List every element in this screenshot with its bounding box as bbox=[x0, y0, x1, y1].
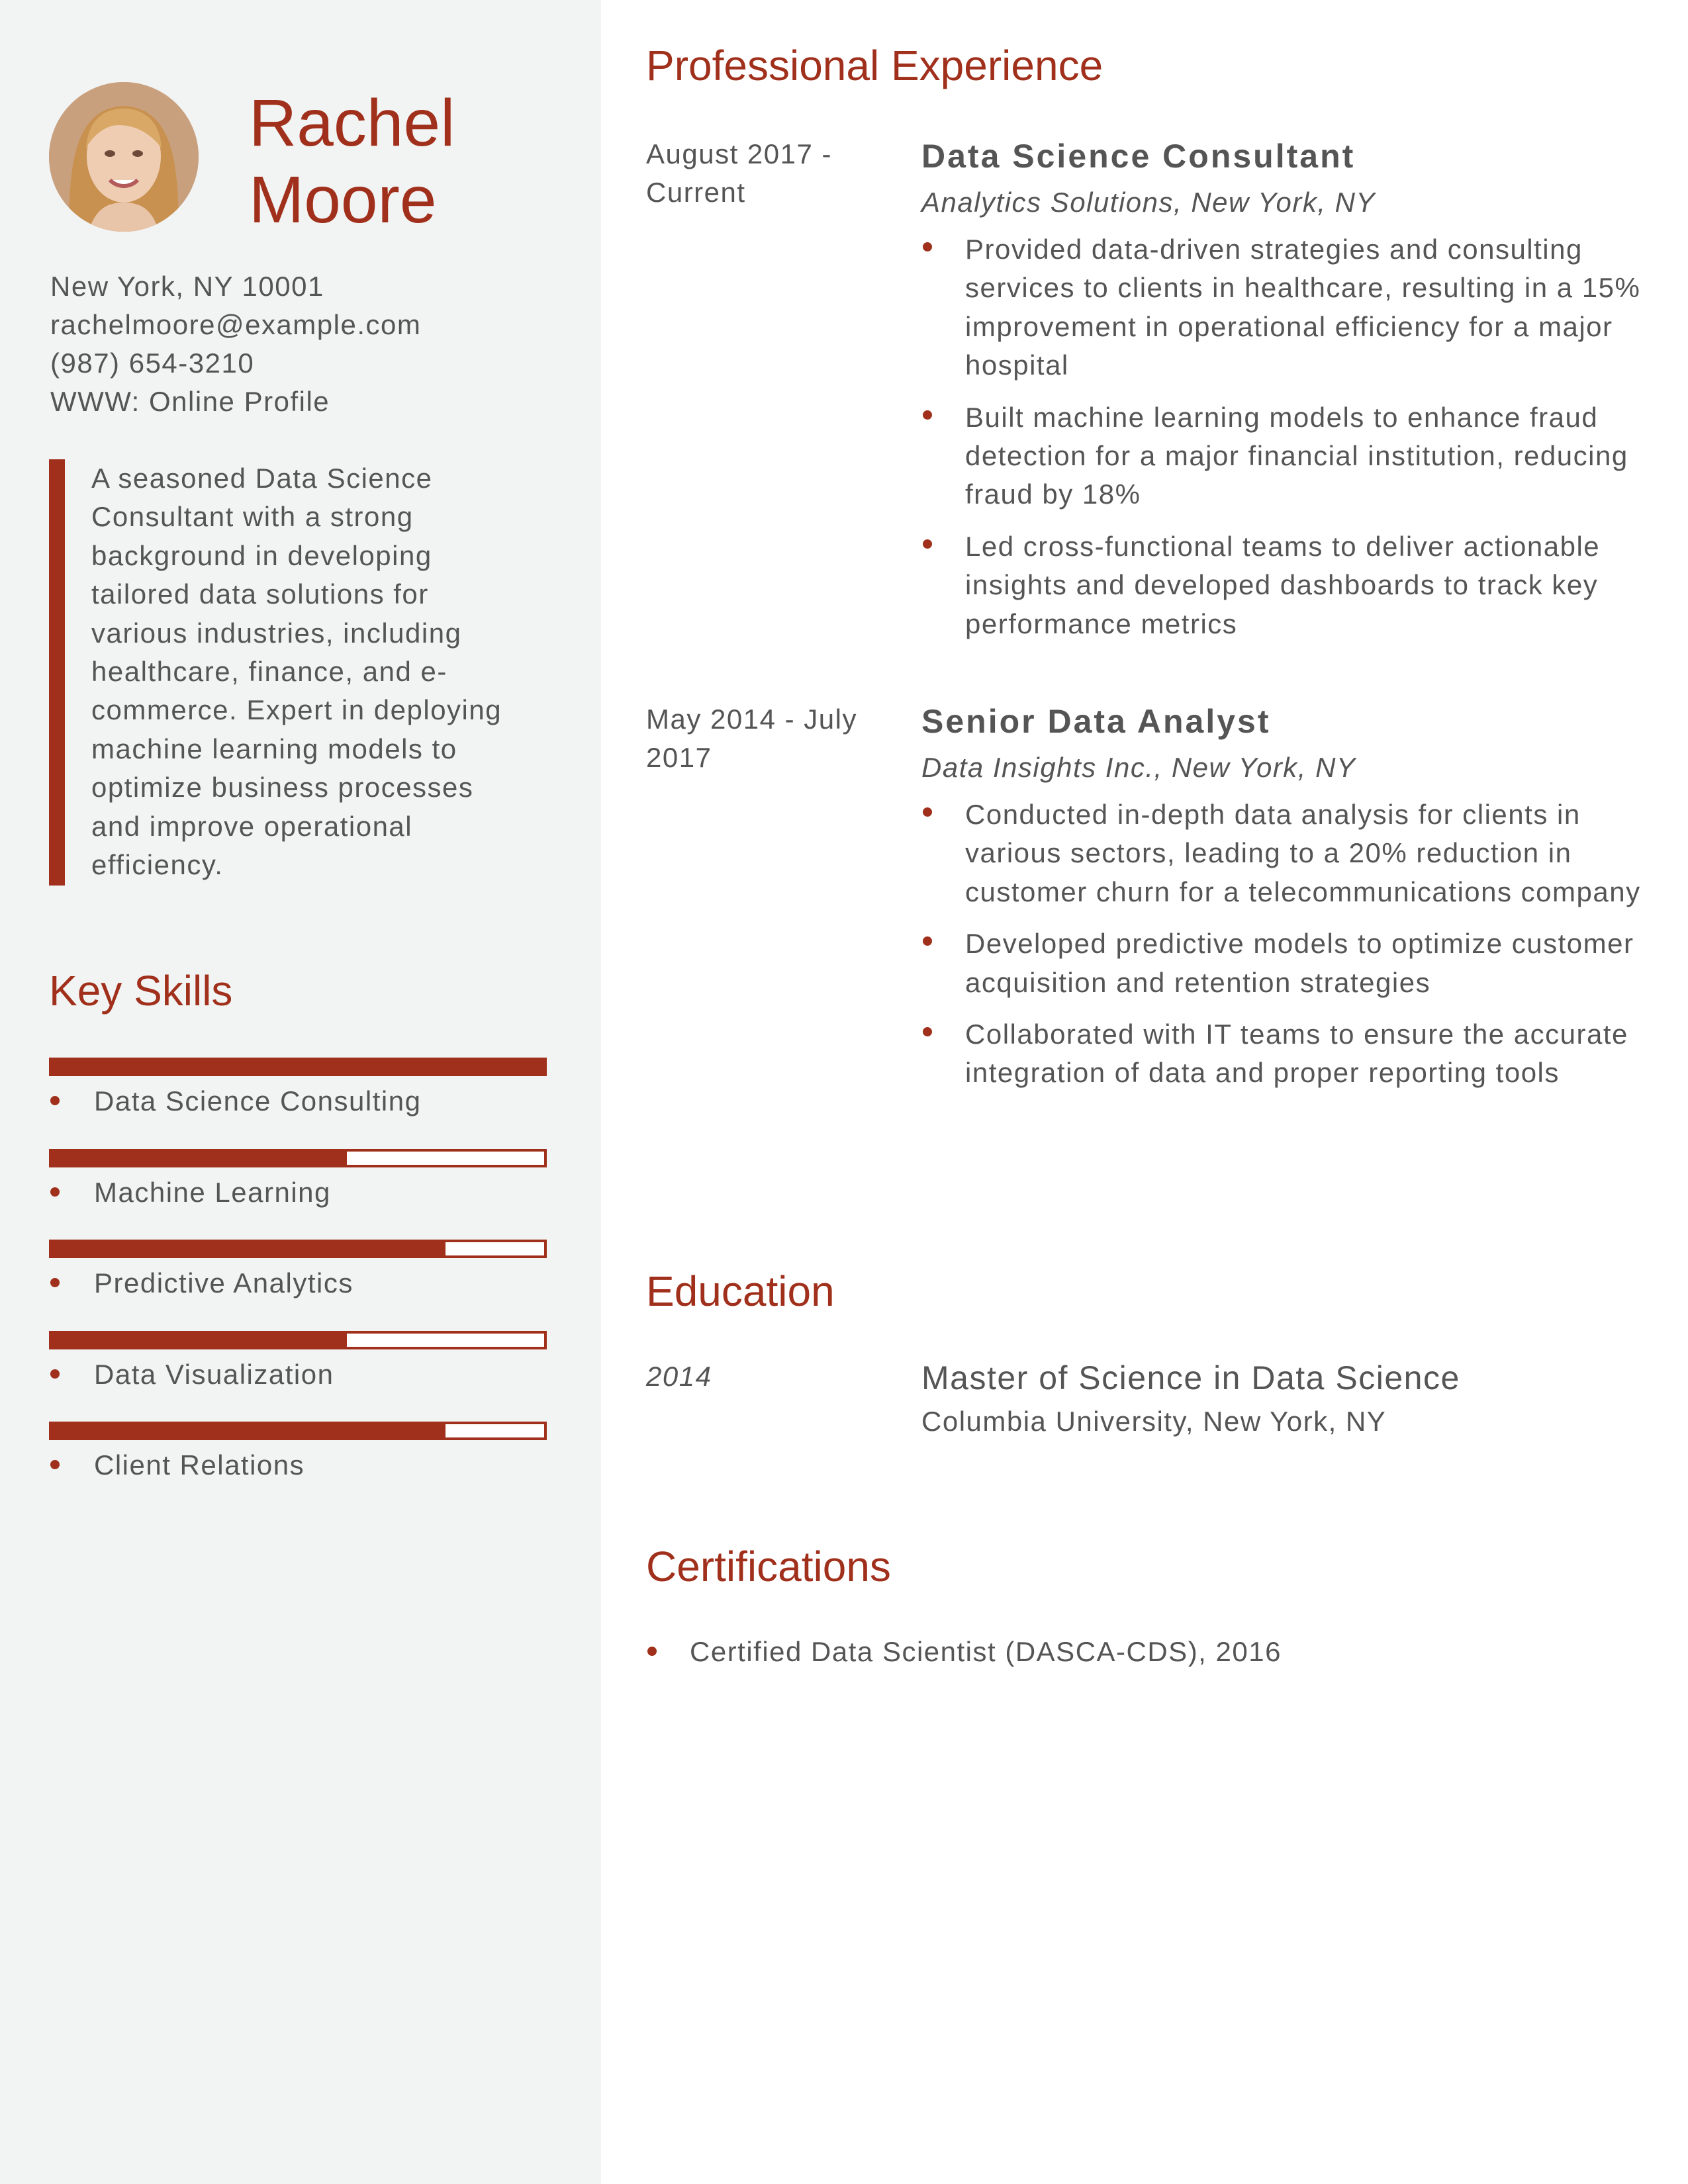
experience-heading: Professional Experience bbox=[646, 42, 1103, 89]
skills-heading: Key Skills bbox=[49, 967, 233, 1015]
skills-list bbox=[49, 1058, 547, 1513]
job-date-start: August 2017 - bbox=[646, 138, 833, 169]
certification-text: Certified Data Scientist (DASCA-CDS), 2016 bbox=[690, 1636, 1282, 1667]
skill-item bbox=[49, 1058, 547, 1149]
job-date bbox=[646, 700, 871, 777]
bullet-icon bbox=[50, 1460, 60, 1469]
list-item bbox=[921, 796, 1669, 911]
last-name: Moore bbox=[249, 163, 437, 237]
skill-label: Machine Learning bbox=[94, 1176, 331, 1208]
bullet-icon bbox=[923, 539, 932, 549]
profile-summary: A seasoned Data Science Consultant with a strong background in developing tailored data solutions for various industries, including healthcare, finance, and e-commerce. Expert in deploying machine learning models to optimize business processes and improve operational efficiency. bbox=[49, 459, 512, 886]
certifications-list bbox=[646, 1636, 1665, 1668]
skill-label: Client Relations bbox=[94, 1449, 305, 1480]
skill-level-fill bbox=[52, 1334, 347, 1347]
job-date-start: May 2014 - July bbox=[646, 704, 857, 735]
skill-item bbox=[49, 1240, 547, 1331]
skill-label: Predictive Analytics bbox=[94, 1267, 353, 1298]
skill-level-bar bbox=[49, 1149, 547, 1167]
bullet-icon bbox=[923, 242, 932, 251]
bullet-text: Provided data-driven strategies and consulting services to clients in healthcare, resulting in a 15% improvement in operational efficiency for a major hospital bbox=[965, 234, 1641, 381]
skill-level-bar bbox=[49, 1240, 547, 1258]
skill-label: Data Visualization bbox=[94, 1358, 334, 1390]
job-details bbox=[921, 700, 1669, 1106]
bullet-icon bbox=[647, 1647, 657, 1656]
skill-level-bar bbox=[49, 1422, 547, 1440]
job-company: Analytics Solutions, New York, NY bbox=[921, 187, 1376, 218]
bullet-text: Conducted in-depth data analysis for clients in various sectors, leading to a 20% reduction in customer churn for a telecommunications company bbox=[965, 799, 1641, 907]
contact-address: New York, NY 10001 bbox=[50, 271, 324, 302]
job-title: Senior Data Analyst bbox=[921, 703, 1271, 740]
skill-item bbox=[49, 1149, 547, 1240]
bullet-text: Collaborated with IT teams to ensure the accurate integration of data and proper reporting tools bbox=[965, 1019, 1628, 1089]
job-date bbox=[646, 135, 871, 212]
skill-level-fill bbox=[52, 1152, 347, 1165]
bullet-icon bbox=[923, 807, 932, 817]
job-company: Data Insights Inc., New York, NY bbox=[921, 752, 1356, 783]
education-year: 2014 bbox=[646, 1361, 712, 1392]
list-item bbox=[921, 230, 1669, 385]
skill-level-fill bbox=[52, 1242, 445, 1255]
sidebar bbox=[0, 0, 601, 2184]
contact-email[interactable]: rachelmoore@example.com bbox=[50, 309, 422, 340]
job-title: Data Science Consultant bbox=[921, 138, 1356, 175]
bullet-icon bbox=[50, 1096, 60, 1105]
bullet-icon bbox=[50, 1278, 60, 1287]
first-name: Rachel bbox=[249, 86, 455, 160]
job-bullets bbox=[921, 230, 1669, 643]
education-school: Columbia University, New York, NY bbox=[921, 1406, 1387, 1437]
contact-website[interactable]: WWW: Online Profile bbox=[50, 386, 330, 417]
job-details bbox=[921, 135, 1669, 657]
job-bullets bbox=[921, 796, 1669, 1093]
bullet-text: Built machine learning models to enhance fraud detection for a major financial institution, reducing fraud by 18% bbox=[965, 401, 1628, 510]
avatar bbox=[49, 82, 199, 232]
bullet-icon bbox=[923, 410, 932, 420]
bullet-icon bbox=[50, 1369, 60, 1379]
job-date-end: Current bbox=[646, 177, 746, 208]
list-item bbox=[646, 1636, 1665, 1668]
job-date-end: 2017 bbox=[646, 742, 712, 773]
bullet-text: Led cross-functional teams to deliver actionable insights and developed dashboards to track key performance metrics bbox=[965, 530, 1601, 639]
skill-item bbox=[49, 1422, 547, 1513]
skill-label: Data Science Consulting bbox=[94, 1085, 422, 1116]
skill-level-bar bbox=[49, 1058, 547, 1076]
education-details bbox=[921, 1361, 1669, 1440]
skill-level-fill bbox=[52, 1424, 445, 1437]
education-degree: Master of Science in Data Science bbox=[921, 1359, 1460, 1396]
list-item bbox=[921, 925, 1669, 1002]
bullet-icon bbox=[50, 1187, 60, 1197]
bullet-text: Developed predictive models to optimize customer acquisition and retention strategies bbox=[965, 928, 1634, 998]
contact-info bbox=[50, 267, 421, 421]
bullet-icon bbox=[923, 1027, 932, 1036]
list-item bbox=[921, 527, 1669, 643]
list-item bbox=[921, 398, 1669, 514]
candidate-name bbox=[249, 85, 593, 238]
main-content bbox=[601, 0, 1688, 2184]
skill-level-fill bbox=[52, 1060, 544, 1073]
certifications-heading: Certifications bbox=[646, 1543, 891, 1590]
contact-phone: (987) 654-3210 bbox=[50, 347, 255, 379]
bullet-icon bbox=[923, 936, 932, 946]
skill-item bbox=[49, 1331, 547, 1422]
skill-level-bar bbox=[49, 1331, 547, 1349]
list-item bbox=[921, 1015, 1669, 1093]
portrait-image bbox=[49, 82, 199, 232]
education-heading: Education bbox=[646, 1267, 835, 1315]
